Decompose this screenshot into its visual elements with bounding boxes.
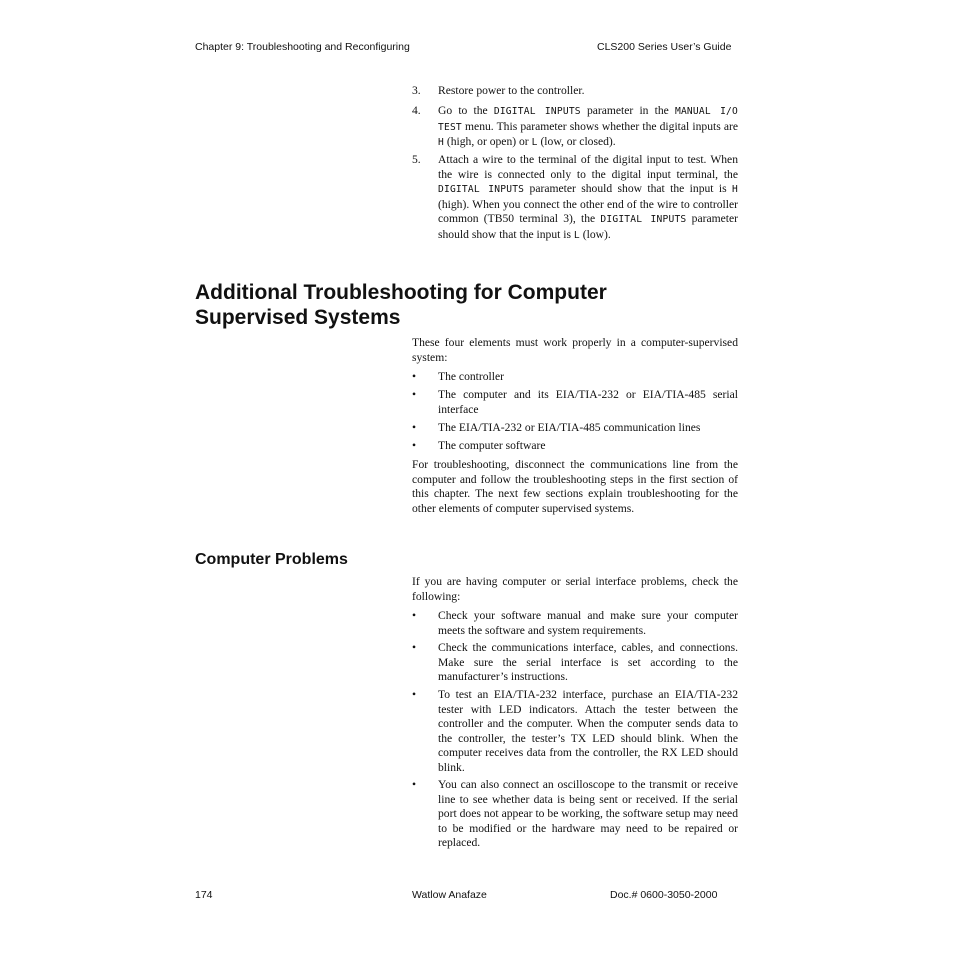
bullet-item — [412, 641, 738, 685]
menu-name: MANUAL I/O TEST — [438, 106, 738, 133]
bullet-text: The computer software — [438, 439, 546, 452]
running-header-title: CLS200 Series User’s Guide — [597, 41, 732, 53]
parameter-name: DIGITAL INPUTS — [438, 184, 525, 196]
footer-doc-number: Doc.# 0600-3050-2000 — [610, 889, 718, 901]
section1-paragraph: For troubleshooting, disconnect the communications line from the computer and follow the troubleshooting steps in the first section of this chapter. The next few sections explain troubleshooting for the other elements of computer supervised systems. — [412, 458, 738, 515]
value-high: H — [732, 184, 738, 196]
bullet-item — [412, 609, 738, 638]
bullet-mark: • — [412, 439, 417, 452]
parameter-name: DIGITAL INPUTS — [493, 106, 581, 117]
text-run: Attach a wire to the terminal of the digital input to test. When the wire is connected only to the digital input terminal, the — [438, 153, 738, 181]
running-header-chapter: Chapter 9: Troubleshooting and Reconfiguring — [195, 41, 410, 53]
step-number: 4. — [412, 104, 421, 117]
bullet-text: The computer and its EIA/TIA-232 or EIA/TIA-485 serial interface — [438, 388, 738, 416]
bullet-text: Check your software manual and make sure your computer meets the software and system requirements. — [438, 609, 738, 637]
text-run: parameter should show that the input is — [524, 182, 733, 196]
step-text — [438, 153, 738, 244]
footer-company: Watlow Anafaze — [412, 889, 487, 901]
section1-intro: These four elements must work properly in a computer-supervised system: — [412, 336, 738, 364]
section-heading-computer-problems: Computer Problems — [195, 551, 348, 568]
step-number: 5. — [412, 153, 421, 166]
step-text: Restore power to the controller. — [438, 84, 585, 97]
bullet-item — [412, 778, 738, 851]
step-3 — [412, 84, 738, 99]
bullet-mark: • — [412, 388, 417, 401]
bullet-text: To test an EIA/TIA-232 interface, purchase an EIA/TIA-232 tester with LED indicators. Attach the tester between the controller and the computer. When the computer sends data to the controller, the tester’s TX LED should blink. When the computer receives data from the controller, the RX LED should blink. — [438, 688, 738, 774]
bullet-text: The EIA/TIA-232 or EIA/TIA-485 communication lines — [438, 421, 701, 434]
bullet-mark: • — [412, 421, 417, 434]
text-run: parameter in the — [580, 104, 675, 117]
bullet-item — [412, 421, 738, 436]
section-heading-additional-troubleshooting: Additional Troubleshooting for Computer Supervised Systems — [195, 281, 607, 329]
step-5 — [412, 153, 738, 244]
text-run: Go to the — [438, 104, 494, 117]
text-run: (high). When you connect the other end of the wire to controller common (TB50 terminal 3), the — [438, 197, 738, 226]
text-run: (low). — [579, 227, 611, 241]
step-4 — [412, 104, 738, 151]
value-low: L — [531, 137, 538, 149]
bullet-mark: • — [412, 370, 417, 383]
step-text — [438, 104, 738, 151]
bullet-mark: • — [412, 609, 417, 622]
bullet-text: Check the communications interface, cables, and connections. Make sure the serial interface is set according to the manufacturer’s instructions. — [438, 641, 738, 684]
bullet-text: The controller — [438, 370, 504, 383]
bullet-item — [412, 388, 738, 417]
bullet-mark: • — [412, 688, 417, 701]
value-low: L — [573, 229, 580, 241]
bullet-text: You can also connect an oscilloscope to the transmit or receive line to see whether data is being sent or received. If the serial port does not appear to be working, the software setup may need to be modified or the hardware may need to be repaired or replaced. — [438, 778, 738, 850]
step-number: 3. — [412, 84, 421, 97]
bullet-item — [412, 688, 738, 776]
page-number: 174 — [195, 889, 213, 901]
text-run: (low, or closed). — [537, 135, 616, 149]
bullet-mark: • — [412, 778, 417, 791]
text-run: parameter should show that the input is — [438, 212, 739, 241]
bullet-item — [412, 370, 738, 385]
value-high: H — [438, 137, 444, 149]
parameter-name: DIGITAL INPUTS — [600, 214, 687, 226]
text-run: (high, or open) or — [443, 135, 532, 149]
bullet-mark: • — [412, 641, 417, 654]
section2-intro: If you are having computer or serial interface problems, check the following: — [412, 575, 738, 603]
text-run: menu. This parameter shows whether the digital inputs are — [461, 119, 738, 133]
bullet-item — [412, 439, 738, 454]
